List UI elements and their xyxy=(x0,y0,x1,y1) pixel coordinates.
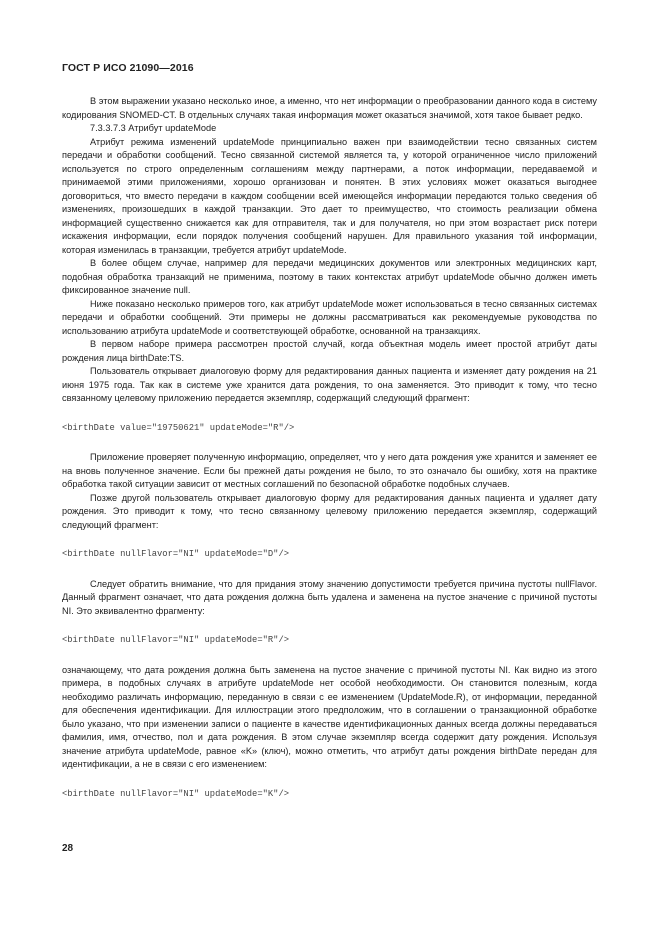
section-heading: 7.3.3.7.3 Атрибут updateMode xyxy=(90,123,217,133)
code-fragment: <birthDate nullFlavor="NI" updateMode="K"/> xyxy=(62,788,289,799)
paragraph: Атрибут режима изменений updateMode принципиально важен при взаимодействии тесно связанных систем передачи и обработки сообщений. Тесно связанной системой является та, у которой ограниченное число приложений используется по строго определенным соглашениям между партнерами, а поток информации, передаваемой и принимаемой этими приложениями, хорошо организован и понятен. В этих условиях может оказаться выгоднее договориться, что вместо передачи в каждом сообщении всей имеющейся информации передаются только сведения об изменениях, произошедших в каждой транзакции. Это дает то преимущество, что стоимость реализации обмена информацией существенно снижается как для отправителя, так и для получателя, но при этом возрастает риск потери искажения информации, если порядок получения сообщений нарушен. Для правильного указания той информации, которая изменилась в транзакции, требуется атрибут updateMode. xyxy=(62,136,597,255)
paragraph: В первом наборе примера рассмотрен простой случай, когда объектная модель имеет простой атрибут даты рождения лица birthDate:TS. xyxy=(62,339,597,363)
document-body xyxy=(62,95,597,817)
code-fragment: <birthDate value="19750621" updateMode="R"/> xyxy=(62,422,295,433)
paragraph: Позже другой пользователь открывает диалоговую форму для редактирования данных пациента и удаляет дату рождения. Это приводит к тому, что тесно связанному целевому приложению передается экземпляр, содержащий следующий фрагмент: xyxy=(62,492,597,530)
code-fragment: <birthDate nullFlavor="NI" updateMode="R"/> xyxy=(62,635,289,645)
page-number: 28 xyxy=(62,843,74,854)
paragraph: Приложение проверяет полученную информацию, определяет, что у него дата рождения уже хранится и заменяет ее на вновь полученное значение. Если бы прежней даты рождения не было, то это означало бы ошибку, хотя на практике обработка такой ситуации зависит от местных соглашений по безопасной обработке подобных случаев. xyxy=(62,452,597,489)
code-fragment: <birthDate nullFlavor="NI" updateMode="D"/> xyxy=(62,549,289,559)
paragraph: Ниже показано несколько примеров того, как атрибут updateMode может использоваться в тесно связанных системах передачи и обработки сообщений. Эти примеры не должны рассматриваться как рекомендуемые руководства по использованию атрибута updateMode и соответствующей обработке, основанной на транзакциях. xyxy=(62,298,597,336)
paragraph: Пользователь открывает диалоговую форму для редактирования данных пациента и изменяет дату рождения на 21 июня 1975 года. Так как в системе уже хранится дата рождения, то она заменяется. Это приводит к тому, что тесно связанному целевому приложению передается экземпляр, содержащий следующий фрагмент: xyxy=(62,366,597,403)
document-header: ГОСТ Р ИСО 21090—2016 xyxy=(62,62,194,74)
paragraph: В этом выражении указано несколько иное, а именно, что нет информации о преобразовании данного кода в систему кодирования SNOMED-CT. В отдельных случаях такая информация может оказаться значимой, хотя такое бывает редко. xyxy=(62,96,597,120)
paragraph: означающему, что дата рождения должна быть заменена на пустое значение с причиной пустоты NI. Как видно из этого примера, в подобных случаях в атрибуте updateMode нет особой необходимости. Он становится полезным, когда необходимо различать информацию, переданную в связи с ее изменением (UpdateMode.R), от информации, переданной для обеспечения идентификации. Для иллюстрации этого предположим, что в соглашении о транзакционной обработке было указано, что при изменении записи о пациенте в качестве идентификационных данных всегда должны передаваться фамилия, имя, отчество, пол и дата рождения. В этом случае экземпляр всегда содержит дату рождения. Используя значение атрибута updateMode, равное «K» (ключ), можно отметить, что атрибут даты рождения birthDate передан для идентификации, а не в связи с его изменением: xyxy=(62,664,597,769)
paragraph: Следует обратить внимание, что для придания этому значению допустимости требуется причина пустоты nullFlavor. Данный фрагмент означает, что дата рождения должна быть удалена и заменена на пустое значение с причиной пустоты NI. Это эквивалентно фрагменту: xyxy=(62,578,597,616)
paragraph: В более общем случае, например для передачи медицинских документов или электронных медицинских карт, подобная обработка транзакций не применима, поэтому в таких контекстах атрибут updateMode обычно должен иметь фиксированное значение null. xyxy=(62,258,597,295)
